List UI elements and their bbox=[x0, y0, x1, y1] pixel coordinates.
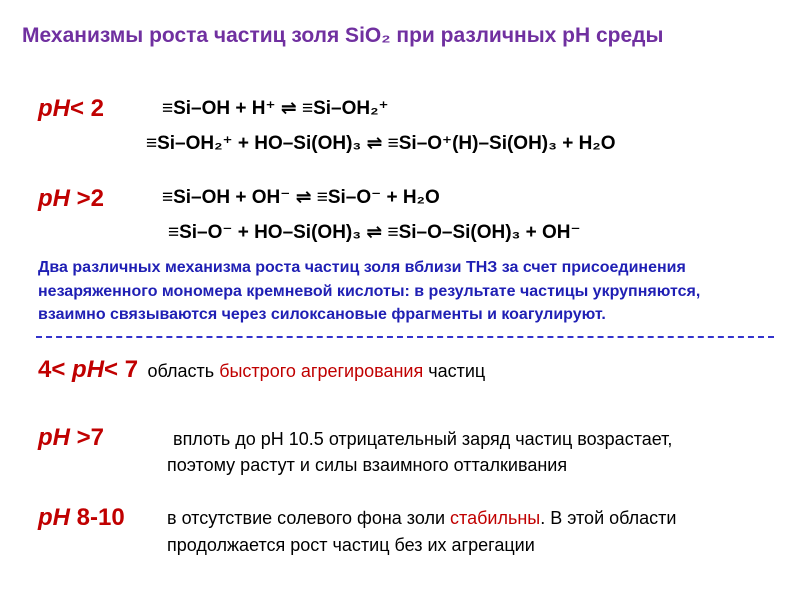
ph-value: < 2 bbox=[70, 95, 105, 122]
ph-label: pH bbox=[38, 504, 70, 531]
desc-text: частиц bbox=[423, 361, 486, 381]
note-line: незаряженного мономера кремневой кислоты: в результате частицы укрупняются, bbox=[38, 282, 701, 300]
reaction-text: ≡Si–OH₂⁺ + HO–Si(OH)₃ ⇌ ≡Si–O⁺(H)–Si(OH)₃ + H₂O bbox=[146, 133, 616, 154]
note-line: взаимно связываются через силоксановые фрагменты и коагулируют. bbox=[38, 306, 606, 323]
ph-label: pH bbox=[38, 185, 70, 212]
range-description bbox=[143, 361, 486, 381]
condition-ph-above-2 bbox=[38, 185, 104, 213]
range-8-10-line2 bbox=[167, 535, 535, 556]
ph-label: pH bbox=[38, 95, 70, 122]
cond-prefix: 4< bbox=[38, 356, 73, 383]
desc-highlight: быстрого агрегирования bbox=[219, 361, 424, 381]
condition-ph-above-7 bbox=[38, 424, 104, 452]
page-title bbox=[22, 24, 663, 48]
range-condition bbox=[38, 356, 138, 383]
ph-value: 8-10 bbox=[70, 504, 125, 531]
mechanism-note bbox=[38, 256, 778, 327]
condition-ph-8-10 bbox=[38, 504, 125, 532]
reaction-text: ≡Si–OH + OH⁻ ⇌ ≡Si–O⁻ + H₂O bbox=[162, 187, 440, 208]
condition-ph-below-2 bbox=[38, 95, 104, 123]
dashed-divider bbox=[36, 336, 774, 338]
desc-text: в отсутствие солевого фона золи bbox=[167, 508, 451, 528]
ph-label: pH bbox=[72, 356, 105, 383]
range-above-7-line1 bbox=[173, 429, 672, 450]
range-4-7 bbox=[38, 356, 485, 384]
range-8-10-line1 bbox=[167, 508, 676, 529]
reaction-text: ≡Si–O⁻ + HO–Si(OH)₃ ⇌ ≡Si–O–Si(OH)₃ + OH⁻ bbox=[168, 222, 581, 243]
desc-highlight: стабильны bbox=[450, 508, 541, 528]
reaction-base-2 bbox=[168, 221, 581, 244]
reaction-acid-2 bbox=[146, 132, 616, 155]
reaction-text: ≡Si–OH + H⁺ ⇌ ≡Si–OH₂⁺ bbox=[162, 98, 389, 119]
title-text: Механизмы роста частиц золя SiO₂ при различных pH среды bbox=[22, 24, 664, 47]
ph-label: pH bbox=[38, 424, 70, 451]
desc-text: продолжается рост частиц без их агрегации bbox=[167, 535, 535, 555]
desc-text: вплоть до pH 10.5 отрицательный заряд частиц возрастает, bbox=[173, 429, 673, 449]
desc-text: область bbox=[147, 361, 220, 381]
reaction-acid-1 bbox=[162, 97, 389, 120]
reaction-base-1 bbox=[162, 186, 440, 209]
cond-suffix: < 7 bbox=[104, 356, 139, 383]
ph-value: >7 bbox=[70, 424, 105, 451]
desc-text: поэтому растут и силы взаимного отталкивания bbox=[167, 455, 568, 475]
range-above-7-line2 bbox=[167, 455, 567, 476]
desc-text: . В этой области bbox=[540, 508, 677, 528]
note-line: Два различных механизма роста частиц золя вблизи ТНЗ за счет присоединения bbox=[38, 259, 686, 276]
ph-value: >2 bbox=[70, 185, 105, 212]
